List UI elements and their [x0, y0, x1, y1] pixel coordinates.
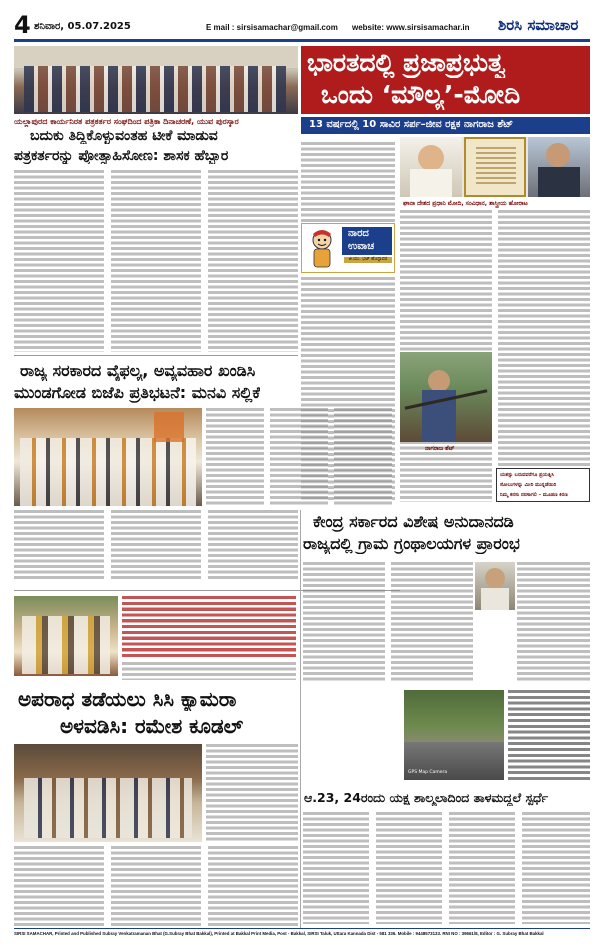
snake-rescuer-caption: ನಾಗರಾಜ ಶೆಟ್ [425, 445, 455, 452]
road-photo [404, 690, 504, 780]
snake-rescuer-photo [400, 352, 492, 442]
cctv-headline-2: ಅಳವಡಿಸಿ: ರಮೇಶ ಕೂಡಲ್ [60, 714, 244, 738]
narada-title-2: ಉವಾಚ [348, 241, 375, 252]
footer-rule [14, 928, 590, 929]
hebbar-headline-2: ಪತ್ರಕರ್ತರನ್ನು ಪ್ರೋತ್ಸಾಹಿಸೋಣ: ಶಾಸಕ ಹೆಬ್ಬಾರ [14, 148, 229, 164]
column-divider [300, 510, 301, 928]
felicitation-red-blurb [122, 596, 296, 658]
page-number: 4 [14, 11, 31, 39]
bjp-protest-photo [14, 408, 202, 506]
yakshagana-headline: ಆ.23, 24ರಂದು ಯಕ್ಷ ಶಾಲ್ಮಲಾದಿಂದ ತಾಳಮದ್ದಲೆ ಸ್ಪರ್ಧೆ [304, 790, 549, 805]
snake-rescuer-subhead: 13 ವರ್ಷದಲ್ಲಿ 10 ಸಾವಿರ ಸರ್ಪ–ಜೀವ ರಕ್ಷಕ ನಾಗರಾಜ ಶೆಟ್ [309, 119, 514, 130]
quote-box [496, 468, 590, 502]
mundgod-article-body-2 [14, 510, 299, 580]
narada-column-box [301, 223, 395, 273]
masthead [14, 11, 590, 41]
quote-line-3: ನಿಮ್ಮ ಕನಸು ನನಸಾಗಲಿ – ಮೂಡಣ ಕಿರಣ [500, 492, 568, 498]
library-headline-1: ಕೇಂದ್ರ ಸರ್ಕಾರದ ವಿಶೇಷ ಅನುದಾನದಡಿ [313, 512, 514, 531]
narada-title-1: ನಾರದ [348, 228, 369, 239]
quote-line-1: ಯಶಸ್ಸು ಬರುವವರೆಗೂ ಪ್ರಯತ್ನಿಸಿ [500, 472, 554, 478]
road-blurb [508, 690, 590, 780]
masthead-rule [14, 39, 590, 42]
mundgod-article-body [206, 408, 392, 506]
snake-rescuer-subhead-bar [301, 117, 590, 134]
cctv-headline-1: ಅಪರಾಧ ತಡೆಯಲು ಸಿಸಿ ಕ್ಯಾಮರಾ [18, 687, 237, 711]
modi-headline-2: ಒಂದು ‘ಮೌಲ್ಯ’-ಮೋದಿ [321, 80, 521, 109]
yakshagana-article-body [303, 812, 590, 924]
cctv-article-body [206, 744, 298, 842]
modi-headline-banner [301, 46, 590, 114]
press-day-caption: ಯಲ್ಲಾಪುರದ ಕಾರ್ಯನಿರತ ಪತ್ರಕರ್ತರ ಸಂಘದಿಂದ ಪತ್ರಿಕಾ ದಿನಾಚರಣೆ, ಯುವ ಪುರಸ್ಕಾರ [14, 117, 239, 126]
website: website: www.sirsisamachar.in [352, 23, 470, 32]
gps-label: GPS Map Camera [408, 770, 448, 775]
modi-photo-caption: ಘಾನಾ ದೇಶದ ಪ್ರಧಾನಿ ಮೋದಿ, ಸಂವಿಧಾನ, ಶಾಸ್ತ್ರೀಯ ಹೋರಾಟ [403, 200, 528, 207]
modi-award-photo [400, 137, 590, 197]
library-article-body [303, 562, 590, 682]
narada-body-top [301, 142, 395, 222]
narada-title-box [342, 227, 392, 255]
felicitation-photo [14, 596, 118, 676]
cctv-article-body-2 [14, 846, 298, 926]
hebbar-article-body [14, 170, 298, 352]
quote-line-2: ಸೋಲುಗಳನ್ನು ಮೀರಿ ಮುನ್ನಡೆಯಿರಿ [500, 482, 557, 488]
mundgod-headline-1: ರಾಜ್ಯ ಸರಕಾರದ ವೈಫಲ್ಯ, ಅವ್ಯವಹಾರ ಖಂಡಿಸಿ [20, 361, 256, 380]
narada-author: ಜಿ.ಯು. ಭಟ್ ಹೊನ್ನಾವರ [344, 257, 392, 263]
library-headline-2: ರಾಜ್ಯದಲ್ಲಿ ಗ್ರಾಮ ಗ್ರಂಥಾಲಯಗಳ ಪ್ರಾರಂಭ [303, 534, 520, 553]
hebbar-divider [14, 355, 298, 356]
library-official-photo [475, 562, 515, 610]
cctv-meeting-photo [14, 744, 202, 842]
felicitation-body [122, 662, 296, 680]
mundgod-headline-2: ಮುಂಡಗೋಡ ಬಿಜೆಪಿ ಪ್ರತಿಭಟನೆ: ಮನವಿ ಸಲ್ಲಿಕೆ [14, 383, 261, 402]
hebbar-headline-1: ಬದುಕು ತಿದ್ದಿಕೊಳ್ಳುವಂತಹ ಟೀಕೆ ಮಾಡುವ [30, 128, 218, 144]
modi-headline-1: ಭಾರತದಲ್ಲಿ ಪ್ರಜಾಪ್ರಭುತ್ವ [307, 48, 506, 77]
imprint-line: SIRSI SAMACHAR, Printed and Published Subray Venkatramanan Bhat (G.Subray Bhat Bakkal), Printed at Bakkal Print Media, Post - Bakkal, SIRSI Taluk, Uttara Kannada Dist - 581 336. Mobile : 9448573133. RNI NO : 39661/8, Editor : G. Subray Bhat Bakkal [14, 931, 544, 936]
email: E mail : sirsisamachar@gmail.com [206, 23, 338, 32]
narada-cartoon-icon [305, 228, 339, 270]
issue-date: ಶನಿವಾರ, 05.07.2025 [34, 21, 131, 32]
press-day-photo [14, 46, 298, 114]
paper-name: ಶಿರಸಿ ಸಮಾಚಾರ [498, 16, 579, 34]
